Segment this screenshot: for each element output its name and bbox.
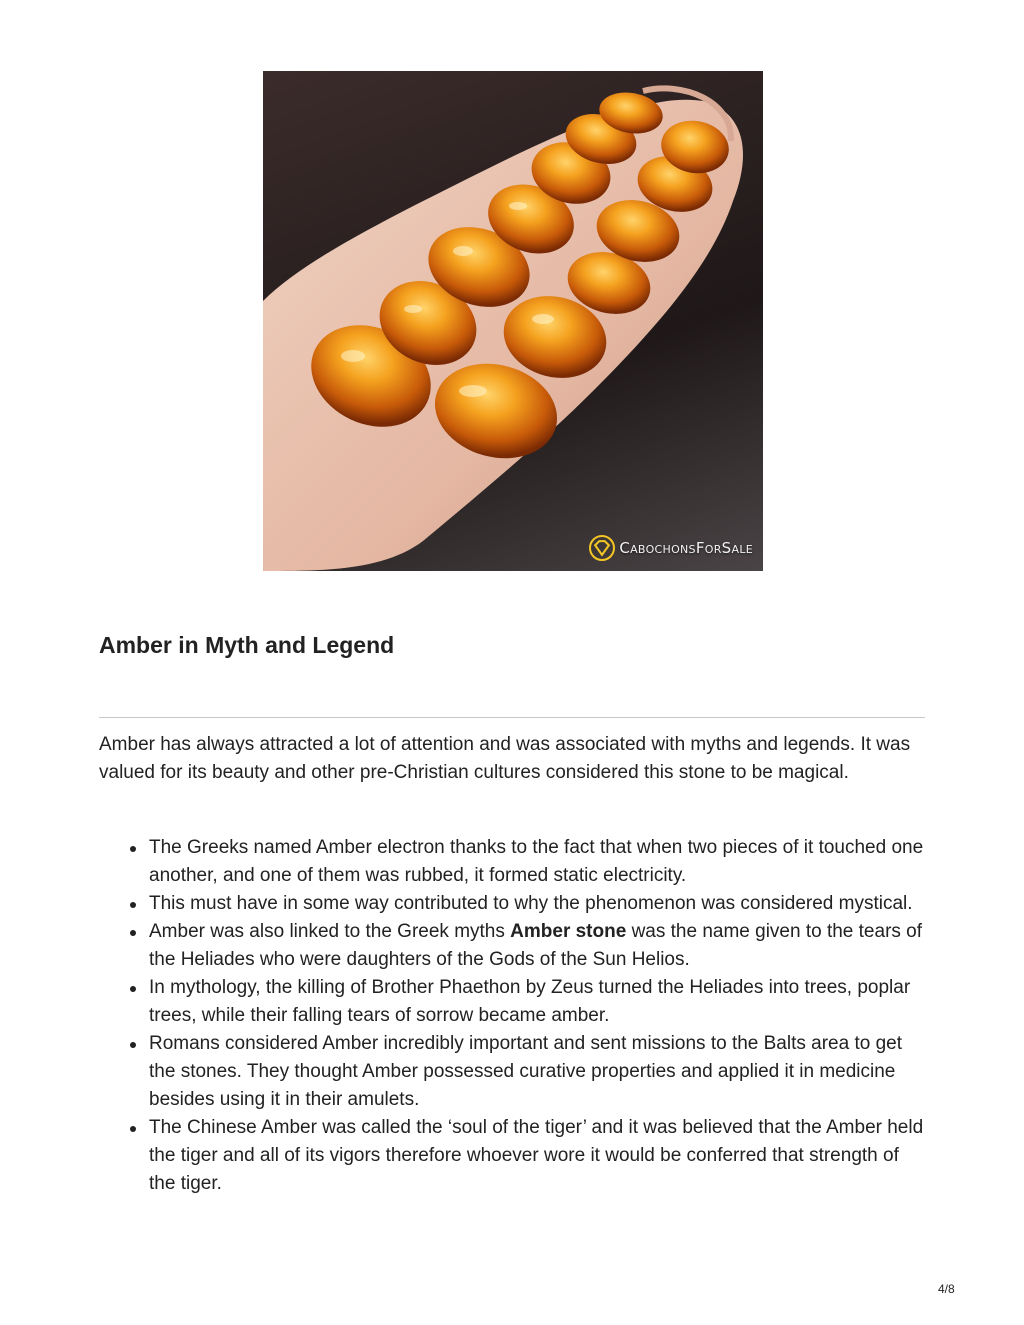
intro-paragraph: Amber has always attracted a lot of attention and was associated with myths and legends. It was valued for its beauty and other pre-Christian cultures considered this stone to be magical.	[99, 734, 911, 783]
amber-stone-bold: Amber stone	[510, 921, 627, 942]
bullet-list	[149, 834, 925, 1198]
list-item: In mythology, the killing of Brother Phaethon by Zeus turned the Heliades into trees, poplar trees, while their falling tears of sorrow became amber.	[149, 974, 925, 1030]
list-item-text: Amber was also linked to the Greek myths	[149, 921, 511, 942]
list-item: This must have in some way contributed to why the phenomenon was considered mystical.	[149, 890, 925, 918]
list-item-text: was the name given to the tears of the Heliades who were daughters of the Gods of the Sun Helios.	[149, 921, 923, 970]
list-item: The Chinese Amber was called the ‘soul of the tiger’ and it was believed that the Amber held the tiger and all of its vigors therefore whoever wore it would be conferred that strength of the tiger.	[149, 1114, 925, 1198]
page-number: 4/8	[938, 1282, 955, 1296]
list-item: The Greeks named Amber electron thanks to the fact that when two pieces of it touched one another, and one of them was rubbed, it formed static electricity.	[149, 834, 925, 890]
amber-photo-illustration	[263, 71, 763, 571]
list-item: Romans considered Amber incredibly important and sent missions to the Balts area to get the stones. They thought Amber possessed curative properties and applied it in medicine besides using it in their amulets.	[149, 1030, 925, 1114]
section-heading: Amber in Myth and Legend	[99, 632, 395, 658]
divider	[99, 717, 925, 718]
amber-photo	[263, 71, 763, 571]
watermark	[589, 535, 753, 561]
diamond-logo-icon	[589, 535, 615, 561]
list-item	[149, 918, 925, 974]
watermark-text: CabochonsForSale	[619, 539, 753, 557]
